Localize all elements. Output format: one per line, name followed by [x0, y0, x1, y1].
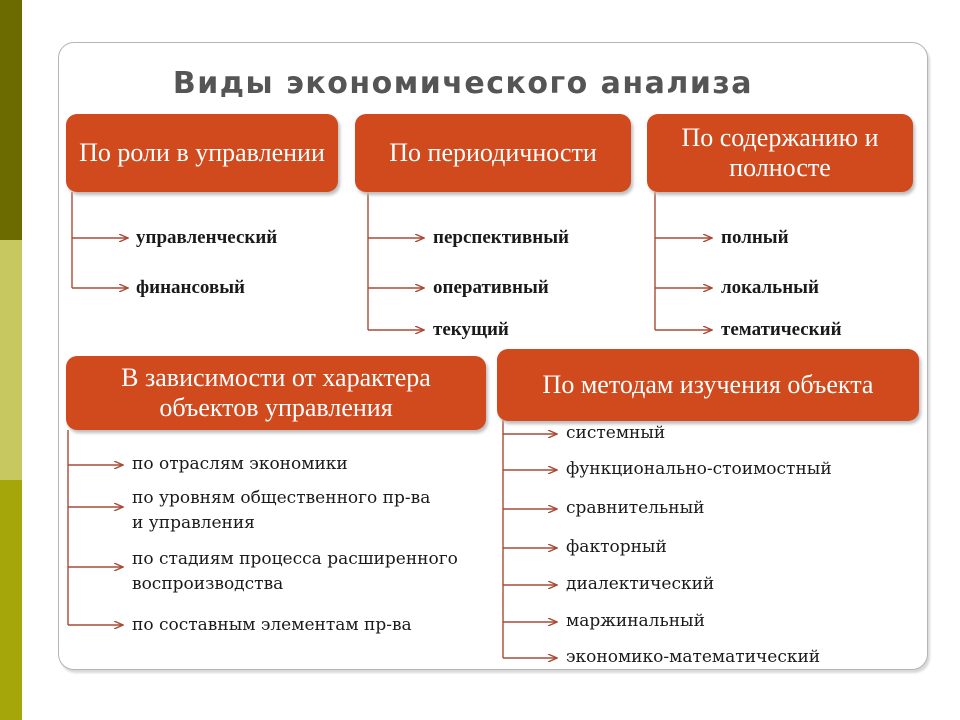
list-item: функционально-стоимостный: [566, 459, 832, 479]
list-item: по уровням общественного пр-ва и управления: [132, 488, 431, 533]
list-item: по стадиям процесса расширенного воспроизводства: [132, 549, 458, 594]
list-item: тематический: [721, 319, 842, 340]
list-item: локальный: [721, 277, 819, 298]
category-header-objects: В зависимости от характера объектов управления: [66, 356, 486, 430]
list-item: оперативный: [433, 277, 549, 298]
category-header-role: По роли в управлении: [66, 114, 338, 192]
list-item: диалектический: [566, 574, 715, 594]
category-header-periodicity: По периодичности: [355, 114, 631, 192]
list-item: финансовый: [136, 277, 245, 298]
list-item: маржинальный: [566, 611, 705, 631]
list-item: по составным элементам пр-ва: [132, 615, 412, 635]
category-header-content: По содержанию и полносте: [647, 114, 913, 192]
list-item: экономико-математический: [566, 647, 821, 667]
list-item: перспективный: [433, 227, 569, 248]
category-header-methods: По методам изучения объекта: [497, 349, 919, 421]
list-item: по отраслям экономики: [132, 454, 348, 474]
diagram-title: Виды экономического анализа: [172, 66, 754, 101]
list-item: факторный: [566, 537, 667, 557]
list-item: управленческий: [136, 227, 278, 248]
list-item: сравнительный: [566, 498, 705, 518]
list-item: системный: [566, 423, 666, 443]
list-item: текущий: [433, 319, 509, 340]
list-item: полный: [721, 227, 789, 248]
